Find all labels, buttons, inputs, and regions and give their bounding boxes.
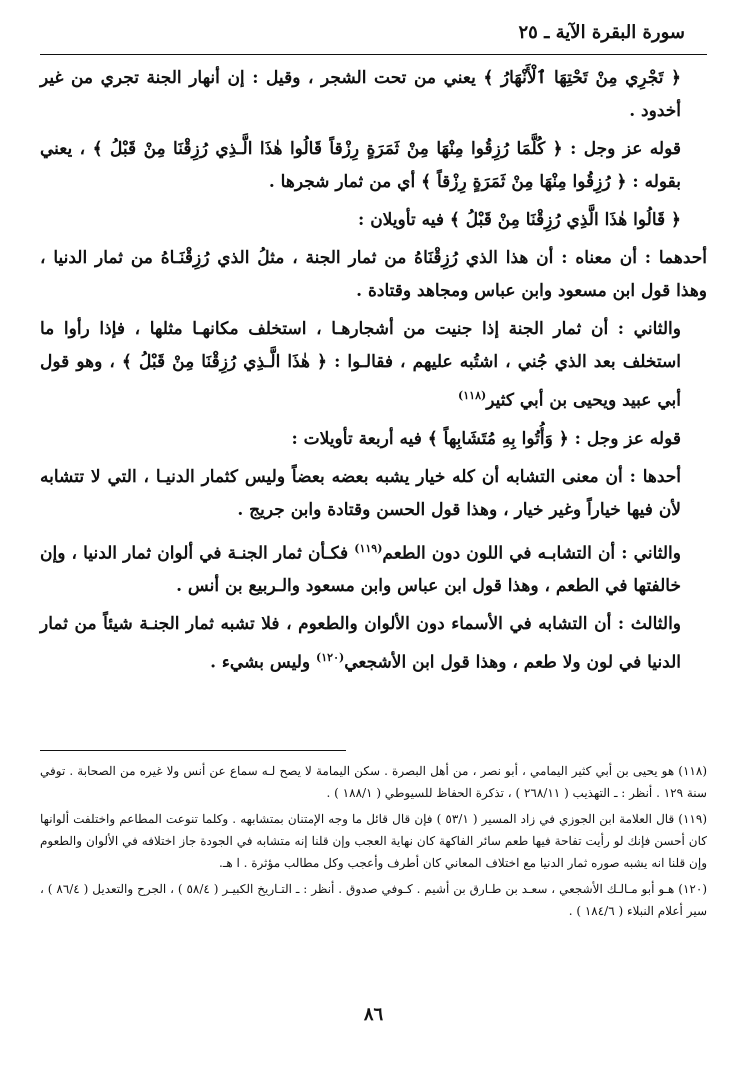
paragraph-text: أحدهما : أن معناه : أن هذا الذي رُزِقْنَاهُ من ثمار الجنة ، مثلُ الذي رُزِقْنَـاهُ من ثمار الدنيا ، وهذا قول ابن مسعود وابن عباس ومجاهد وقتادة . [40,248,707,301]
footnote-separator [40,750,346,751]
paragraph-9 [40,608,707,680]
footnote-ref-120[interactable]: (١٢٠) [316,651,345,665]
paragraph-text: والثالث : أن التشابه في الأسماء دون الألوان والطعوم ، فلا تشبه ثمار الجنـة شيئاً من ثمار الدنيا في لون ولا طعم ، وهذا قول ابن الأشجعي [40,614,681,673]
paragraph-text: ﴿ تَجْرِي مِنْ تَحْتِهَا ٱلْأَنْهَارُ ﴾ يعني من تحت الشجر ، وقيل : إن أنهار الجنة تجري من غير أخدود . [40,68,681,121]
paragraph-text: ﴿ قَالُوا هٰذَا الَّذِي رُزِقْنَا مِنْ قَبْلُ ﴾ فيه تأويلان : [358,210,681,230]
paragraph-text-cont: فكـأن ثمار الجنـة في ألوان ثمار الدنيا ، وإن خالفتها في الطعم ، وهذا قول ابن عباس وابن مسعود والـربيع بن أنس . [40,543,681,597]
paragraph-6 [40,423,707,456]
body-text [40,62,707,685]
footnote-119: (١١٩) قال العلامة ابن الجوزي في زاد المسير ( ٥٣/١ ) فإن قال قائل ما وجه الإمتنان بمتشابهه . وكلما تنوعت المطاعم واختلفت ألوانها كان أحسن فإنك لو رأيت تفاحة فيها طعم سائر الفاكهة كان نهاية العجب وإن قلنا إنه متشابه في الجودة جاز اختلافه في الألوان والطعوم وإن قلنا انه يشبه صوره ثمار الدنيا مع اختلاف المعاني كان أطرف وأعجب وكل مطالب مؤثرة . ا هـ. [40,812,707,870]
page-number: ٨٦ [363,1004,384,1025]
footnote-ref-118[interactable]: (١١٨) [458,389,487,402]
paragraph-2 [40,133,707,199]
paragraph-text: أحدها : أن معنى التشابه أن كله خيار يشبه بعضه بعضاً وليس كثمار الدنيـا ، التي لا تتشابه لأن فيها خياراً وغير خيار ، وهذا قول الحسن وقتادة وابن جريج . [40,466,681,520]
paragraph-text: والثاني : أن التشابـه في اللون دون الطعم [382,543,681,564]
running-header [40,22,707,50]
paragraph-4 [40,242,707,308]
paragraph-text-cont: وليس بشيء . [210,652,317,673]
paragraph-5 [40,313,707,418]
footnote-ref-119[interactable]: (١١٩) [354,541,383,555]
header-title: سورة البقرة الآية ـ ٢٥ [518,22,685,43]
paragraph-text: والثاني : أن ثمار الجنة إذا جنيت من أشجارهـا ، استخلف مكانهـا مثلها ، فإذا رأوا ما استخلف بعد الذي جُني ، اشتُبه عليهم ، فقالـوا : ﴿ هٰذَا الَّـذِي رُزِقْنَا مِنْ قَبْلُ ﴾ ، وهو قول أبي عبيد ويحيى بن أبي كثير [40,319,681,411]
footnote-120: (١٢٠) هـو أبو مـالـك الأشجعي ، سعـد بن طـارق بن أشيم . كـوفي صدوق . أنظر : ـ التـاريخ الكبيـر ( ٥٨/٤ ) ، الجرح والتعديل ( ٨٦/٤ ) ، سير أعلام النبلاء ( ١٨٤/٦ ) . [40,882,707,918]
footnotes [40,760,707,926]
header-rule [40,54,707,55]
paragraph-7 [40,461,707,527]
paragraph-text: قوله عز وجل : ﴿ وَأُتُوا بِهِ مُتَشَابِهاً ﴾ فيه أربعة تأويلات : [291,428,681,449]
paragraph-1 [40,62,707,128]
paragraph-3 [40,204,707,237]
footnote-118: (١١٨) هو يحيى بن أبي كثير اليمامي ، أبو نصر ، من أهل البصرة . سكن اليمامة لا يصح لـه سماع عن أنس ولا غيره من الصحابة . توفي سنة ١٢٩ . أنظر : ـ التهذيب ( ٢٦٨/١١ ) ، تذكرة الحفاظ للسيوطي ( ١٨٨/١ ) . [40,764,707,800]
paragraph-text: قوله عز وجل : ﴿ كُلَّمَا رُزِقُوا مِنْهَا مِنْ ثَمَرَةٍ رِزْقاً قَالُوا هٰذَا الَّـذِي رُزِقْنَا مِنْ قَبْلُ ﴾ ، يعني بقوله : ﴿ رُزِقُوا مِنْهَا مِنْ ثَمَرَةٍ رِزْقاً ﴾ أي من ثمار شجرها . [40,139,681,192]
paragraph-8 [40,532,707,604]
